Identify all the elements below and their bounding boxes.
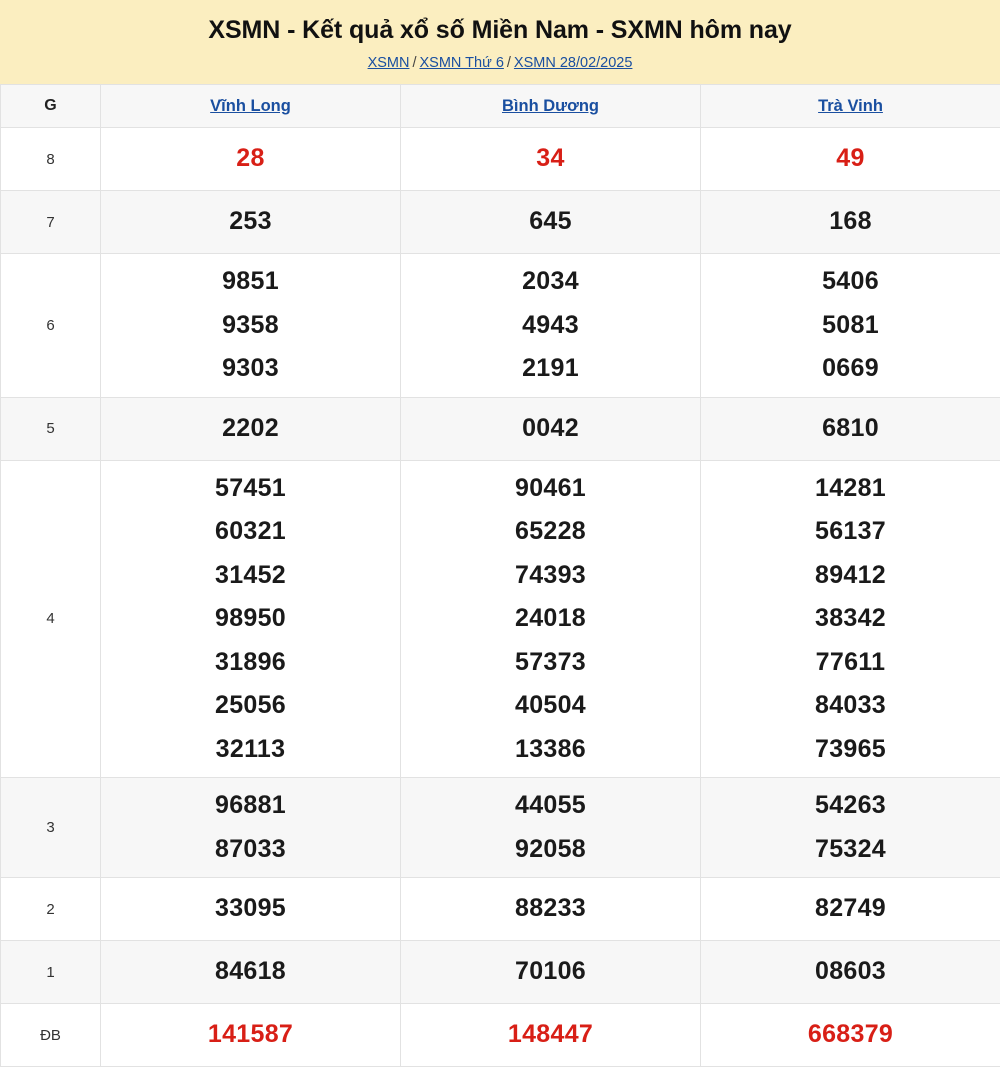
result-number: 9358 — [101, 304, 400, 348]
result-cell — [401, 1004, 701, 1067]
table-row — [1, 460, 1000, 778]
result-number: 34 — [401, 137, 700, 181]
result-cell — [101, 460, 401, 778]
result-number: 84033 — [701, 684, 1000, 728]
result-number: 98950 — [101, 597, 400, 641]
result-number: 70106 — [401, 950, 700, 994]
result-number: 65228 — [401, 510, 700, 554]
result-number: 0669 — [701, 347, 1000, 391]
result-cell — [701, 128, 1000, 191]
result-number: 2034 — [401, 260, 700, 304]
result-number: 0042 — [401, 407, 700, 451]
result-number: 31896 — [101, 641, 400, 685]
result-cell — [701, 460, 1000, 778]
result-number: 08603 — [701, 950, 1000, 994]
result-number: 87033 — [101, 828, 400, 872]
result-cell — [701, 778, 1000, 878]
breadcrumb-link-xsmn[interactable]: XSMN — [368, 55, 410, 71]
result-cell — [401, 460, 701, 778]
result-number: 2202 — [101, 407, 400, 451]
breadcrumb-link-xsmn-thu-6[interactable]: XSMN Thứ 6 — [420, 55, 504, 71]
result-number: 141587 — [101, 1013, 400, 1057]
result-number: 96881 — [101, 784, 400, 828]
prize-label: 7 — [1, 191, 101, 254]
result-cell — [101, 1004, 401, 1067]
result-number: 44055 — [401, 784, 700, 828]
result-number: 73965 — [701, 728, 1000, 772]
result-cell — [701, 254, 1000, 398]
result-number: 54263 — [701, 784, 1000, 828]
result-number: 57451 — [101, 467, 400, 511]
result-number: 168 — [701, 200, 1000, 244]
table-body — [1, 128, 1000, 1067]
table-row — [1, 254, 1000, 398]
result-number: 33095 — [101, 887, 400, 931]
result-number: 24018 — [401, 597, 700, 641]
result-number: 84618 — [101, 950, 400, 994]
result-cell — [101, 128, 401, 191]
result-number: 88233 — [401, 887, 700, 931]
breadcrumb-separator-2: / — [504, 55, 514, 71]
result-number: 14281 — [701, 467, 1000, 511]
result-number: 89412 — [701, 554, 1000, 598]
prize-label: 3 — [1, 778, 101, 878]
result-number: 49 — [701, 137, 1000, 181]
result-cell — [101, 191, 401, 254]
result-cell — [401, 254, 701, 398]
page-title: XSMN - Kết quả xổ số Miền Nam - SXMN hôm nay — [0, 13, 1000, 47]
result-number: 25056 — [101, 684, 400, 728]
result-number: 77611 — [701, 641, 1000, 685]
result-number: 9303 — [101, 347, 400, 391]
result-cell — [701, 397, 1000, 460]
table-row — [1, 1004, 1000, 1067]
breadcrumb — [0, 53, 1000, 76]
province-link-2[interactable]: Bình Dương — [502, 97, 599, 115]
result-number: 75324 — [701, 828, 1000, 872]
prize-label: 5 — [1, 397, 101, 460]
result-cell — [101, 254, 401, 398]
result-cell — [101, 941, 401, 1004]
result-number: 82749 — [701, 887, 1000, 931]
result-cell — [101, 878, 401, 941]
result-cell — [701, 1004, 1000, 1067]
result-number: 148447 — [401, 1013, 700, 1057]
result-number: 4943 — [401, 304, 700, 348]
result-number: 90461 — [401, 467, 700, 511]
result-number: 5406 — [701, 260, 1000, 304]
result-number: 38342 — [701, 597, 1000, 641]
result-number: 92058 — [401, 828, 700, 872]
result-number: 253 — [101, 200, 400, 244]
column-header-province-3 — [701, 85, 1000, 128]
result-cell — [701, 878, 1000, 941]
page-header — [0, 0, 1000, 84]
result-cell — [401, 397, 701, 460]
column-header-province-2 — [401, 85, 701, 128]
result-cell — [401, 941, 701, 1004]
result-number: 74393 — [401, 554, 700, 598]
result-number: 57373 — [401, 641, 700, 685]
result-number: 13386 — [401, 728, 700, 772]
result-cell — [701, 941, 1000, 1004]
province-link-3[interactable]: Trà Vinh — [818, 97, 883, 115]
prize-label: 1 — [1, 941, 101, 1004]
table-row — [1, 941, 1000, 1004]
result-cell — [701, 191, 1000, 254]
column-header-prize: G — [1, 85, 101, 128]
table-row — [1, 778, 1000, 878]
prize-label: 8 — [1, 128, 101, 191]
table-row — [1, 397, 1000, 460]
result-number: 645 — [401, 200, 700, 244]
breadcrumb-separator-1: / — [409, 55, 419, 71]
column-header-province-1 — [101, 85, 401, 128]
prize-label: ĐB — [1, 1004, 101, 1067]
result-cell — [101, 397, 401, 460]
result-cell — [401, 778, 701, 878]
table-header-row — [1, 85, 1000, 128]
prize-label: 6 — [1, 254, 101, 398]
result-number: 56137 — [701, 510, 1000, 554]
result-cell — [101, 778, 401, 878]
result-number: 32113 — [101, 728, 400, 772]
table-row — [1, 128, 1000, 191]
prize-label: 4 — [1, 460, 101, 778]
result-number: 40504 — [401, 684, 700, 728]
result-cell — [401, 191, 701, 254]
breadcrumb-link-xsmn-date[interactable]: XSMN 28/02/2025 — [514, 55, 633, 71]
result-cell — [401, 878, 701, 941]
result-number: 2191 — [401, 347, 700, 391]
table-row — [1, 878, 1000, 941]
result-number: 5081 — [701, 304, 1000, 348]
result-number: 28 — [101, 137, 400, 181]
result-number: 60321 — [101, 510, 400, 554]
result-number: 6810 — [701, 407, 1000, 451]
result-number: 668379 — [701, 1013, 1000, 1057]
prize-label: 2 — [1, 878, 101, 941]
province-link-1[interactable]: Vĩnh Long — [210, 97, 291, 115]
lottery-results-table — [0, 84, 1000, 1067]
result-number: 31452 — [101, 554, 400, 598]
result-number: 9851 — [101, 260, 400, 304]
table-row — [1, 191, 1000, 254]
result-cell — [401, 128, 701, 191]
